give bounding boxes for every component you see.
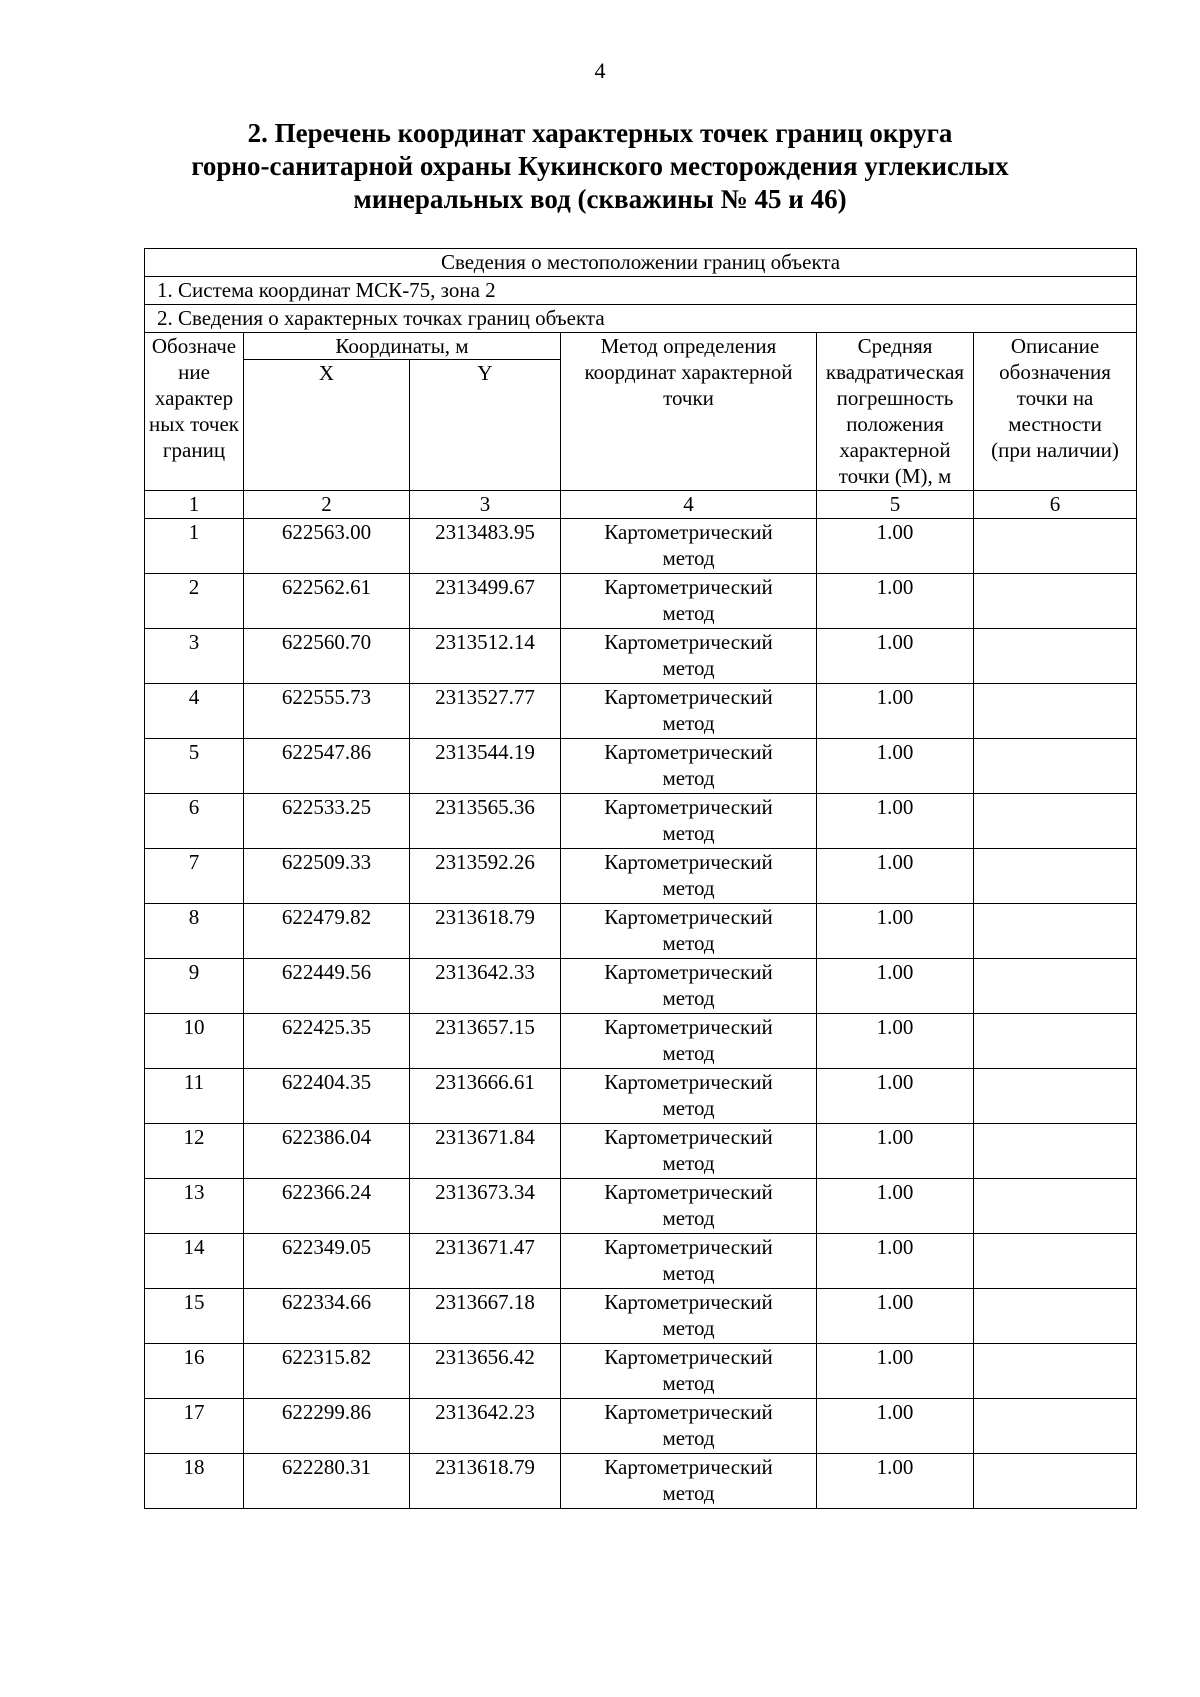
- method-line: метод: [662, 1096, 715, 1120]
- coord-y: 2313673.34: [410, 1179, 561, 1234]
- method-cell: [561, 739, 817, 794]
- coord-y: 2313499.67: [410, 574, 561, 629]
- method-line: Картометрический: [604, 960, 773, 984]
- method-line: метод: [662, 656, 715, 680]
- method-line: метод: [662, 1151, 715, 1175]
- header-line: ных точек: [148, 412, 240, 436]
- column-number: 6: [974, 491, 1137, 519]
- header-line: точки (М), м: [838, 464, 952, 488]
- method-line: Картометрический: [604, 1290, 773, 1314]
- header-error: [817, 333, 974, 491]
- method-line: метод: [662, 931, 715, 955]
- description-cell: [974, 849, 1137, 904]
- title-line: горно-санитарной охраны Кукинского месторождения углекислых: [191, 151, 1009, 181]
- method-line: метод: [662, 1426, 715, 1450]
- method-line: Картометрический: [604, 685, 773, 709]
- coord-x: 622563.00: [244, 519, 410, 574]
- coord-x: 622315.82: [244, 1344, 410, 1399]
- error-value: 1.00: [817, 849, 974, 904]
- description-cell: [974, 739, 1137, 794]
- table-row: [145, 1454, 1137, 1509]
- error-value: 1.00: [817, 1344, 974, 1399]
- point-number: 14: [145, 1234, 244, 1289]
- column-numbers-row: [145, 491, 1137, 519]
- method-line: метод: [662, 546, 715, 570]
- method-cell: [561, 519, 817, 574]
- point-number: 2: [145, 574, 244, 629]
- coord-x: 622366.24: [244, 1179, 410, 1234]
- table-row: [145, 629, 1137, 684]
- point-number: 6: [145, 794, 244, 849]
- point-number: 17: [145, 1399, 244, 1454]
- header-line: (при наличии): [991, 438, 1119, 462]
- description-cell: [974, 574, 1137, 629]
- header-y: Y: [410, 360, 561, 491]
- description-cell: [974, 959, 1137, 1014]
- coordinate-system: 1. Система координат МСК-75, зона 2: [145, 277, 1137, 305]
- points-section-header: 2. Сведения о характерных точках границ объекта: [145, 305, 1137, 333]
- description-cell: [974, 904, 1137, 959]
- method-line: Картометрический: [604, 1400, 773, 1424]
- coord-y: 2313527.77: [410, 684, 561, 739]
- error-value: 1.00: [817, 1014, 974, 1069]
- error-value: 1.00: [817, 684, 974, 739]
- title-line: минеральных вод (скважины № 45 и 46): [353, 184, 847, 214]
- header-line: Описание: [1010, 334, 1100, 358]
- error-value: 1.00: [817, 904, 974, 959]
- coord-y: 2313667.18: [410, 1289, 561, 1344]
- method-cell: [561, 849, 817, 904]
- method-line: метод: [662, 1041, 715, 1065]
- method-line: метод: [662, 1316, 715, 1340]
- error-value: 1.00: [817, 629, 974, 684]
- coord-y: 2313671.47: [410, 1234, 561, 1289]
- method-line: метод: [662, 1481, 715, 1505]
- method-cell: [561, 794, 817, 849]
- error-value: 1.00: [817, 1124, 974, 1179]
- error-value: 1.00: [817, 1454, 974, 1509]
- method-line: Картометрический: [604, 1125, 773, 1149]
- method-cell: [561, 1454, 817, 1509]
- method-line: Картометрический: [604, 1180, 773, 1204]
- description-cell: [974, 1454, 1137, 1509]
- coord-y: 2313483.95: [410, 519, 561, 574]
- table-row: [145, 959, 1137, 1014]
- description-cell: [974, 1289, 1137, 1344]
- table-row: [145, 1399, 1137, 1454]
- header-line: ние: [178, 360, 210, 384]
- method-line: Картометрический: [604, 575, 773, 599]
- method-line: Картометрический: [604, 630, 773, 654]
- error-value: 1.00: [817, 794, 974, 849]
- point-number: 12: [145, 1124, 244, 1179]
- table-row: [145, 1344, 1137, 1399]
- header-line: Обозначе: [151, 334, 237, 358]
- table-row: [145, 1179, 1137, 1234]
- header-designation: [145, 333, 244, 491]
- method-cell: [561, 1289, 817, 1344]
- column-number: 3: [410, 491, 561, 519]
- description-cell: [974, 1344, 1137, 1399]
- method-line: метод: [662, 986, 715, 1010]
- description-cell: [974, 519, 1137, 574]
- column-number: 1: [145, 491, 244, 519]
- coord-y: 2313565.36: [410, 794, 561, 849]
- method-cell: [561, 1014, 817, 1069]
- method-line: Картометрический: [604, 740, 773, 764]
- method-line: Картометрический: [604, 1015, 773, 1039]
- table-row: [145, 1014, 1137, 1069]
- header-line: координат характерной: [584, 360, 793, 384]
- coord-y: 2313671.84: [410, 1124, 561, 1179]
- header-line: Метод определения: [600, 334, 777, 358]
- method-cell: [561, 1124, 817, 1179]
- error-value: 1.00: [817, 1069, 974, 1124]
- point-number: 1: [145, 519, 244, 574]
- description-cell: [974, 1234, 1137, 1289]
- method-line: метод: [662, 821, 715, 845]
- point-number: 16: [145, 1344, 244, 1399]
- point-number: 9: [145, 959, 244, 1014]
- method-line: Картометрический: [604, 1455, 773, 1479]
- error-value: 1.00: [817, 519, 974, 574]
- method-cell: [561, 684, 817, 739]
- coord-x: 622334.66: [244, 1289, 410, 1344]
- coord-x: 622555.73: [244, 684, 410, 739]
- method-cell: [561, 1399, 817, 1454]
- point-number: 15: [145, 1289, 244, 1344]
- table-row: [145, 794, 1137, 849]
- method-line: метод: [662, 601, 715, 625]
- description-cell: [974, 1014, 1137, 1069]
- method-line: метод: [662, 1261, 715, 1285]
- error-value: 1.00: [817, 1179, 974, 1234]
- point-number: 13: [145, 1179, 244, 1234]
- method-cell: [561, 959, 817, 1014]
- coord-y: 2313512.14: [410, 629, 561, 684]
- method-line: метод: [662, 1371, 715, 1395]
- table-row: [145, 574, 1137, 629]
- method-line: Картометрический: [604, 520, 773, 544]
- coord-y: 2313666.61: [410, 1069, 561, 1124]
- method-line: метод: [662, 711, 715, 735]
- method-line: Картометрический: [604, 1345, 773, 1369]
- point-number: 7: [145, 849, 244, 904]
- coord-x: 622509.33: [244, 849, 410, 904]
- header-line: характер: [154, 386, 234, 410]
- coord-x: 622425.35: [244, 1014, 410, 1069]
- method-line: Картометрический: [604, 905, 773, 929]
- column-number: 2: [244, 491, 410, 519]
- header-description: [974, 333, 1137, 491]
- header-line: точки: [663, 386, 714, 410]
- method-line: метод: [662, 766, 715, 790]
- coord-x: 622386.04: [244, 1124, 410, 1179]
- method-line: Картометрический: [604, 850, 773, 874]
- table-row: [145, 904, 1137, 959]
- coord-y: 2313642.33: [410, 959, 561, 1014]
- description-cell: [974, 1124, 1137, 1179]
- error-value: 1.00: [817, 1289, 974, 1344]
- coord-x: 622533.25: [244, 794, 410, 849]
- header-line: Средняя: [857, 334, 933, 358]
- header-line: обозначения: [999, 360, 1111, 384]
- coord-x: 622404.35: [244, 1069, 410, 1124]
- coord-x: 622547.86: [244, 739, 410, 794]
- method-cell: [561, 1234, 817, 1289]
- table-row: [145, 1289, 1137, 1344]
- method-cell: [561, 1069, 817, 1124]
- coord-x: 622560.70: [244, 629, 410, 684]
- table-caption: Сведения о местоположении границ объекта: [145, 249, 1137, 277]
- header-line: характерной: [839, 438, 951, 462]
- method-line: Картометрический: [604, 1070, 773, 1094]
- header-x: X: [244, 360, 410, 491]
- coord-x: 622299.86: [244, 1399, 410, 1454]
- error-value: 1.00: [817, 959, 974, 1014]
- coord-y: 2313544.19: [410, 739, 561, 794]
- error-value: 1.00: [817, 574, 974, 629]
- coord-x: 622479.82: [244, 904, 410, 959]
- point-number: 10: [145, 1014, 244, 1069]
- description-cell: [974, 1399, 1137, 1454]
- coord-x: 622562.61: [244, 574, 410, 629]
- column-number: 4: [561, 491, 817, 519]
- coord-y: 2313618.79: [410, 904, 561, 959]
- coord-y: 2313656.42: [410, 1344, 561, 1399]
- coordinates-table: [144, 248, 1137, 1509]
- page-number: 4: [594, 58, 606, 83]
- method-line: Картометрический: [604, 1235, 773, 1259]
- header-line: положения: [846, 412, 944, 436]
- table-row: [145, 684, 1137, 739]
- point-number: 4: [145, 684, 244, 739]
- table-row: [145, 1234, 1137, 1289]
- title-line: 2. Перечень координат характерных точек границ округа: [247, 118, 953, 148]
- coord-x: 622349.05: [244, 1234, 410, 1289]
- method-line: метод: [662, 1206, 715, 1230]
- error-value: 1.00: [817, 1234, 974, 1289]
- coord-y: 2313657.15: [410, 1014, 561, 1069]
- header-line: точки на: [1016, 386, 1094, 410]
- header-line: квадратическая: [825, 360, 965, 384]
- method-cell: [561, 574, 817, 629]
- header-coordinates: Координаты, м: [244, 333, 561, 360]
- point-number: 3: [145, 629, 244, 684]
- header-line: границ: [162, 438, 226, 462]
- method-cell: [561, 629, 817, 684]
- method-cell: [561, 1179, 817, 1234]
- table-row: [145, 739, 1137, 794]
- point-number: 11: [145, 1069, 244, 1124]
- description-cell: [974, 1179, 1137, 1234]
- method-cell: [561, 904, 817, 959]
- description-cell: [974, 1069, 1137, 1124]
- point-number: 5: [145, 739, 244, 794]
- coord-y: 2313592.26: [410, 849, 561, 904]
- method-line: Картометрический: [604, 795, 773, 819]
- coord-y: 2313618.79: [410, 1454, 561, 1509]
- error-value: 1.00: [817, 739, 974, 794]
- table-row: [145, 849, 1137, 904]
- description-cell: [974, 684, 1137, 739]
- coord-y: 2313642.23: [410, 1399, 561, 1454]
- point-number: 8: [145, 904, 244, 959]
- point-number: 18: [145, 1454, 244, 1509]
- error-value: 1.00: [817, 1399, 974, 1454]
- method-line: метод: [662, 876, 715, 900]
- coord-x: 622449.56: [244, 959, 410, 1014]
- header-method: [561, 333, 817, 491]
- description-cell: [974, 794, 1137, 849]
- coord-x: 622280.31: [244, 1454, 410, 1509]
- header-line: местности: [1008, 412, 1102, 436]
- header-line: погрешность: [836, 386, 954, 410]
- table-row: [145, 519, 1137, 574]
- table-row: [145, 1124, 1137, 1179]
- method-cell: [561, 1344, 817, 1399]
- document-title: [150, 117, 1050, 216]
- column-number: 5: [817, 491, 974, 519]
- table-row: [145, 1069, 1137, 1124]
- description-cell: [974, 629, 1137, 684]
